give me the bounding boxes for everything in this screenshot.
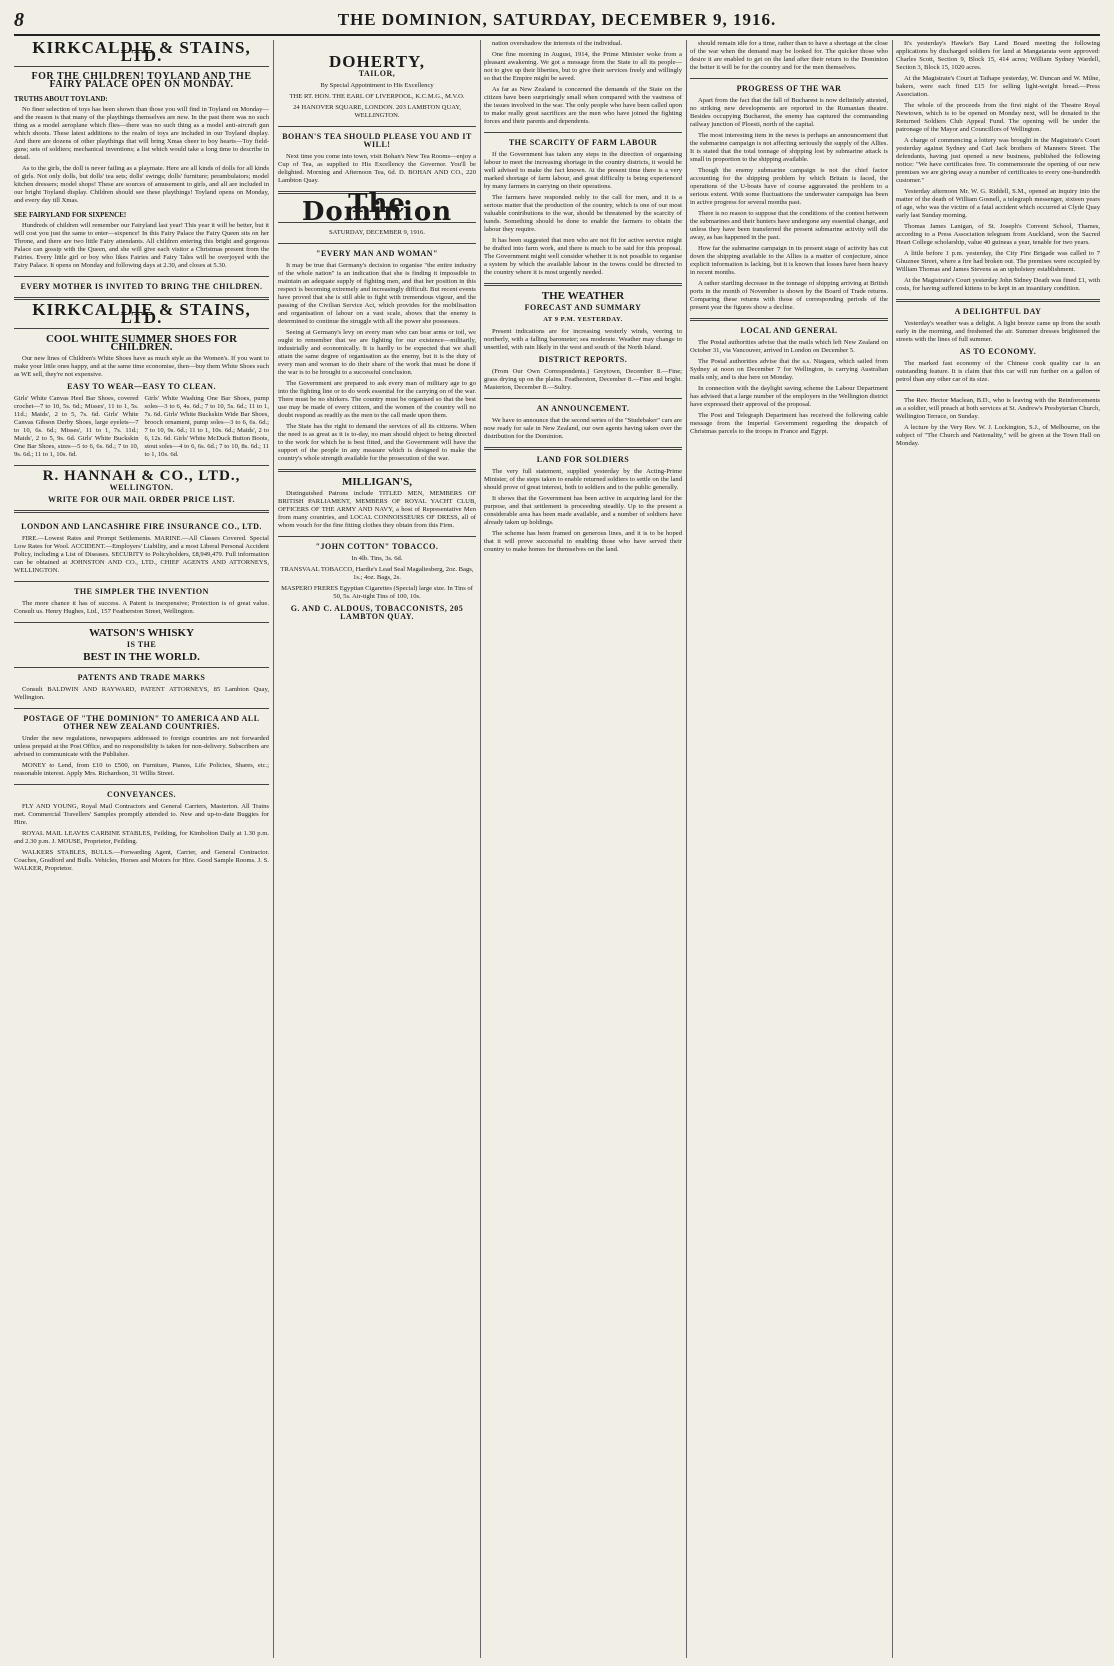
weather-heading: THE WEATHER xyxy=(541,290,625,302)
divider xyxy=(896,390,1100,391)
leader-paragraph: Seeing at Germany's levy on every man who can bear arms or toil, we ought to remember that we are fighting for our existence—militarily, industrially and economically. It is hardly to be expected that we shall attain the same degree of organisation as the enemy, but it is the duty of every man and woman to do their share of the work that must be done if the war is to be brought to a successful conclusion. xyxy=(278,329,476,376)
article-paragraph: The farmers have responded nobly to the call for men, and it is a serious matter that the production of the country, which is one of our most valuable contributions to the war, should be threatened by the scarcity of hands. Something should be done to enable the farmers to obtain the labour they require. xyxy=(484,194,682,233)
column-5 xyxy=(896,40,1100,1658)
shoes-list xyxy=(14,395,269,459)
shoes-subheading: EASY TO WEAR—EASY TO CLEAN. xyxy=(67,382,216,391)
bohan-text: Next time you come into town, visit Bohan's New Tea Rooms—enjoy a Cup of Tea, as supplied to His Excellency the Governor. You'll be delighted. Morning and Afternoon Tea, 6d. D. BOHAN AND CO., 220 Lambton Quay. xyxy=(278,153,476,184)
hannah-city: WELLINGTON. xyxy=(109,483,174,492)
divider xyxy=(278,536,476,537)
weather-subheading: FORECAST AND SUMMARY xyxy=(524,303,642,312)
divider xyxy=(14,510,269,513)
divider xyxy=(484,132,682,133)
postage-heading: POSTAGE OF "THE DOMINION" TO AMERICA AND ALL OTHER NEW ZEALAND COUNTRIES. xyxy=(23,714,260,731)
inventor-text: The more chance it has of success. A Patent is inexpensive; Protection is of great value. Consult us. Henry Hughes, Ltd., 157 Featherston Street, Wellington. xyxy=(14,600,269,615)
article-paragraph: Yesterday's weather was a delight. A light breeze came up from the south early in the morning, and freshened the air. Summer dresses brightened the streets with the lines of full summer. xyxy=(896,320,1100,343)
watsons-best: BEST IN THE WORLD. xyxy=(83,651,200,663)
article-paragraph: The Rev. Hector Maclean, B.D., who is leaving with the Reinforcements as a soldier, will preach at both services at St. Andrew's Presbyterian Church, Wellington Terrace, on Sunday. xyxy=(896,397,1100,420)
inventor-heading: THE SIMPLER THE INVENTION xyxy=(74,587,209,596)
farm-labour-heading: THE SCARCITY OF FARM LABOUR xyxy=(508,138,658,147)
article-paragraph: If the Government has taken any steps in the direction of organising labour to meet the increasing shortage in the country districts, it would be well advised to make the fact known. At the present time there is a very marked shortage of farm labour, and great difficulty is being experienced by many farmers in carrying on their operations. xyxy=(484,151,682,190)
article-paragraph: In connection with the daylight saving scheme the Labour Department has advised that a large number of the employers in the Wellington district have expressed their approval of the proposal. xyxy=(690,385,888,408)
weather-text: Present indications are for increasing westerly winds, veering to northerly, with a falling barometer; sea moderate. Weather may change to unsettled, with rain likely in the west and south of the North Island. xyxy=(484,328,682,351)
lancs-heading: LONDON AND LANCASHIRE FIRE INSURANCE CO., LTD. xyxy=(21,522,262,531)
article-paragraph: The Postal authorities advise that the mails which left New Zealand on October 31, via Vancouver, arrived in London on December 5. xyxy=(690,339,888,354)
dolls-text: As to the girls, the doll is never failing as a playmate. Here are all kinds of dolls for all kinds of girls. Not only dolls, but dolls' tea sets; dolls' swings; dolls' furniture; perambulators; model kitchen dressers; model shops! These are sources of amusement to girls, and all are included in our bright Toyland display. Children should see these playthings! Toyland opens on Monday, and every day till Xmas. xyxy=(14,165,269,204)
cotton-heading: "JOHN COTTON" TOBACCO. xyxy=(315,542,439,551)
postage-text: Under the new regulations, newspapers addressed to foreign countries are not forwarded unless prepaid at the Post Office, and no responsibility is taken for non-delivery. Subscribers are advised to communicate with the Publisher. xyxy=(14,735,269,758)
article-paragraph: nation overshadow the interests of the individual. xyxy=(492,40,623,47)
truths-text: No finer selection of toys has been shown than those you will find in Toyland on Monday—and the reason is that many of the playthings themselves are new. In the past there was no such thing as a model aeroplane which flies—there was no such thing as a model anti-aircraft gun which shoots. These latest additions to the realm of toys are included in our Toyland display. And there are dozens of other playthings that will bring Xmas cheer to boy hearts—Toy field-guns; sets of soldiers; mechanical inventions; a list which would take a long time to describe in detail. xyxy=(14,106,269,161)
page-number: 8 xyxy=(14,8,24,31)
article-paragraph: The Post and Telegraph Department has received the following cable message from the Imperial Government regarding the despatch of Christmas parcels to the troops in France and Egypt. xyxy=(690,412,888,435)
article-paragraph: At the Magistrate's Court at Taihape yesterday, W. Duncan and W. Milne, bakers, were each fined £15 for selling light-weight bread.—Press Association. xyxy=(896,75,1100,98)
royal-text: ROYAL MAIL LEAVES CARBINE STABLES, Feilding, for Kimbolton Daily at 1.30 p.m. and 2.30 p.m. J. MOUSE, Proprietor, Feilding. xyxy=(14,830,269,845)
article-paragraph: The whole of the proceeds from the first night of the Theatre Royal Newtown, which is to be opened on Monday next, will be donated to the Returned Soldiers Club Appeal Fund. The opening will be under the patronage of the Mayor and Councillors of Wellington. xyxy=(896,102,1100,133)
money-text: MONEY to Lend, from £10 to £500, on Furniture, Pianos, Life Policies, Shares, etc.; reasonable interest. Apply Mrs. Richardson, 31 Willis Street. xyxy=(14,762,269,777)
fairyland-label: SEE FAIRYLAND FOR SIXPENCE! xyxy=(14,211,127,219)
announcement-text: We have to announce that the second series of the "Studebaker" cars are now ready for sale in New Zealand, our own agents having taken over the distribution for the Dominion. xyxy=(484,417,682,440)
article-paragraph: It shows that the Government has been active in acquiring land for the purpose, and that settlement is proceeding steadily. Up to the present a considerable area has been made available, and a number of soldiers have already taken up holdings. xyxy=(484,495,682,526)
shoes-right: Girls' White Washing One Bar Shoes, pump soles—3 to 6, 4s. 6d.; 7 to 10, 5s. 6d.; 11 to 1, 7s. 6d. Girls' White Buckskin Wide Bar Shoes, brooch ornament, pump soles—3 to 6, 6s. 6d.; 7 to 10, 9s. 6d.; 11 to 1, 10s. 6d.; Maids', 2 to 6, 12s. 6d. Girls' White McDuck Button Boots, stout soles—4 to 6, 6s. 6d.; 7 to 10, 8s. 6d.; 11 to 1, 10s. 6d. xyxy=(144,395,269,458)
invite-line: EVERY MOTHER IS INVITED TO BRING THE CHILDREN. xyxy=(20,282,263,291)
masthead xyxy=(14,6,1100,36)
conveyances-heading: CONVEYANCES. xyxy=(106,790,177,799)
delightful-day-heading: A DELIGHTFUL DAY xyxy=(954,307,1042,316)
divider xyxy=(14,708,269,709)
article-paragraph: The most interesting item in the news is perhaps an announcement that the submarine campaign is not affecting seriously the supply of the Allies. It is stated that the total tonnage of shipping lost by submarine attack is small in proportion to the shipping available. xyxy=(690,132,888,163)
article-paragraph: Apart from the fact that the fall of Bucharest is now definitely attested, no striking new developments are reported in the Rumanian theatre. Besides occupying Bucharest, the enemy has captured the commanding railway junction of Ploesti, north of the capital. xyxy=(690,97,888,128)
shoes-heading: COOL WHITE SUMMER SHOES FOR CHILDREN. xyxy=(45,333,238,353)
earl-line: THE RT. HON. THE EARL OF LIVERPOOL, K.C.M.G., M.V.O. xyxy=(289,93,465,100)
column-4 xyxy=(690,40,888,1658)
dominion-flag: The Dominion xyxy=(301,189,453,227)
divider xyxy=(14,276,269,277)
col1-lower xyxy=(14,519,269,876)
weather-time: AT 9 P.M. YESTERDAY. xyxy=(543,316,623,323)
article-paragraph: At the Magistrate's Court yesterday John Sidney Death was fined £1, with costs, for having suffered kittens to be kept in an insanitary condition. xyxy=(896,277,1100,292)
bohan-heading: BOHAN'S TEA SHOULD PLEASE YOU AND IT WILL! xyxy=(282,132,472,149)
kirkcaldie-heading: KIRKCALDIE & STAINS, LTD. xyxy=(32,40,251,65)
war-progress-heading: PROGRESS OF THE WAR xyxy=(736,84,842,93)
article-paragraph: The scheme has been framed on generous lines, and it is to be hoped that it will prove successful in enabling those who have served their country to make homes for themselves on the land. xyxy=(484,530,682,553)
toyland-subheading: FOR THE CHILDREN! TOYLAND AND THE FAIRY PALACE OPEN ON MONDAY. xyxy=(31,71,252,90)
kirkcaldie-heading-2: KIRKCALDIE & STAINS, LTD. xyxy=(32,300,251,327)
column-3 xyxy=(484,40,682,1658)
fairyland-text: Hundreds of children will remember our Fairyland last year! This year it will be better, but it will cost you just the same to enter—sixpence! In this Fairy Palace the Fairy Queen sits on her Throne, and there are two little Fairy attendants. All children entering this bright and gorgeous Palace can gossip with the Queen, and she will give each visitor a Christmas present from the Fairies. Every little girl or boy who likes Fairies and Fairy Tales will be overjoyed with the Fairy Palace. It opens on Monday and following days at 2.30, and closes at 5.30. xyxy=(14,222,269,269)
divider xyxy=(14,784,269,785)
district-heading: DISTRICT REPORTS. xyxy=(538,355,628,364)
divider xyxy=(278,243,476,244)
divider xyxy=(484,398,682,399)
divider xyxy=(896,299,1100,302)
column-rule xyxy=(686,40,687,1658)
article-paragraph: The marked fast economy of the Chinese cook quality car is an outstanding feature. It is claim that this car will run further on a gallon of petrol than any other car of its size. xyxy=(896,360,1100,383)
column-rule xyxy=(892,40,893,1658)
column-2 xyxy=(278,40,476,1658)
divider xyxy=(690,318,888,321)
article-paragraph: should remain idle for a time, rather than to have a shortage at the close of the war when the demand may be looked for. The quicker those who desire it are enabled to get on the land after their return to the Dominion the better it will be for the country and for the men themselves. xyxy=(690,40,888,71)
transvaal-text: TRANSVAAL TOBACCO, Hardie's Lead Seal Magaliesberg, 2oz. Bags, 1s.; 4oz. Bags, 2s. xyxy=(280,566,474,581)
tailor-heading: TAILOR, xyxy=(358,69,396,78)
article-paragraph: Though the enemy submarine campaign is not the chief factor accounting for the shipping problem by which Britain is faced, the operations of the U-boats have of course aggravated the problem to a serious extent. With some fluctuations the underwater campaign has been in active progress for several months past. xyxy=(690,167,888,206)
divider xyxy=(484,447,682,450)
cotton-text: In 4lb. Tins, 3s. 6d. xyxy=(351,555,403,562)
article-paragraph: One fine morning in August, 1914, the Prime Minister woke from a pleasant awakening. We got a message from the State to all its people—not to give up their liberties, but to give their services freely and willingly so that the Empire might be saved. xyxy=(484,51,682,82)
leader-paragraph: The State has the right to demand the services of all its citizens. When the need is as great as it is to-day, no man should object to being directed to the work for which he is best fitted, and the Government will have the support of the people in any measure which is designed to make the country's whole strength available for the prosecution of the war. xyxy=(278,423,476,462)
leader-paragraph: The Government are prepared to ask every man of military age to go into the fighting line or to do work essential for the carrying on of the war. There must be no shirkers. The country must be organised so that the best use may be made of every citizen, and the women of the country will no doubt respond as readily as the men to the call made upon them. xyxy=(278,380,476,419)
hannah-order: WRITE FOR OUR MAIL ORDER PRICE LIST. xyxy=(48,495,235,504)
column-rule xyxy=(480,40,481,1658)
divider xyxy=(14,465,269,466)
article-paragraph: A little before 1 p.m. yesterday, the City Fire Brigade was called to 7 Ghuznee Street, where a fire had broken out. The premises were occupied by William Thomas and James Stevens as an upholstery establishment. xyxy=(896,250,1100,273)
land-soldiers-heading: LAND FOR SOLDIERS xyxy=(536,455,630,464)
doherty-heading: DOHERTY, xyxy=(328,52,426,71)
walkers-text: WALKERS STABLES, BULLS.—Forwarding Agent, Carrier, and General Contractor. Coaches, Gradford and Bulls. Vehicles, Horses and Motors for Hire. Good Sample Rooms. J. S. WALKER, Proprietor. xyxy=(14,849,269,872)
article-paragraph: The Postal authorities advise that the s.s. Niagara, which sailed from Sydney at noon on December 7 for Wellington, is carrying Australian mails only, and is due here on Monday. xyxy=(690,358,888,381)
column-rule xyxy=(273,40,274,1658)
newspaper-title: THE DOMINION, SATURDAY, DECEMBER 9, 1916. xyxy=(337,10,777,29)
milligan-heading: MILLIGAN'S, xyxy=(342,476,412,488)
article-paragraph: A lecture by the Very Rev. W. J. Lockington, S.J., of Melbourne, on the subject of "The Church and Nationality," will be given at the Town Hall on Monday. xyxy=(896,424,1100,447)
divider xyxy=(484,283,682,286)
flag-date: SATURDAY, DECEMBER 9, 1916. xyxy=(329,229,425,236)
shoes-left: Girls' White Canvas Heel Bar Shoes, covered crochet—7 to 10, 5s. 6d.; Misses', 11 to 1, 5s. 11d.; Maids', 2 to 5, 7s. 6d. Girls' White Canvas Gibson Derby Shoes, large eyelets—7 to 10, 6s. 6d.; Misses', 11 to 1, 7s. 11d.; Maids', 2 to 5, 9s. 6d. Girls' White Buckskin One Bar Shoes, sizes—5 to 6, 6s. 6d.; 7 to 10, 9s. 6d.; 11 to 1, 10s. 6d. xyxy=(14,395,139,458)
watsons-heading: WATSON'S WHISKY xyxy=(88,627,195,639)
fly-text: FLY AND YOUNG, Royal Mail Contractors and General Carriers, Masterton. All Trains met. Commercial Travellers' Samples promptly attended to. New and up-to-date Buggies for Hire. xyxy=(14,803,269,826)
patents-text: Consult BALDWIN AND RAYWARD, PATENT ATTORNEYS, 85 Lambton Quay, Wellington. xyxy=(14,686,269,701)
local-general-heading: LOCAL AND GENERAL xyxy=(740,326,838,335)
article-paragraph: There is no reason to suppose that the conditions of the contest between the submarines and their hunters have undergone any essential change, and unless they have been transferred the present submarine activity will die away, as has happened in the past. xyxy=(690,210,888,241)
aldous-text: G. AND C. ALDOUS, TOBACCONISTS, 205 LAMBTON QUAY. xyxy=(290,604,464,621)
district-text: (From Our Own Correspondents.) Greytown, December 8.—Fine; grass drying up on the plains. Featherston, December 8.—Fine and bright. Masterton, December 8.—Sultry. xyxy=(484,368,682,391)
article-paragraph: Yesterday afternoon Mr. W. G. Riddell, S.M., opened an inquiry into the matter of the death of William Gosnell, a telegraph messenger, sixteen years of age, who was the victim of a fatal accident which occurred at Clyde Quay early last Sunday morning. xyxy=(896,188,1100,219)
divider xyxy=(278,469,476,472)
economy-heading: AS TO ECONOMY. xyxy=(959,347,1037,356)
appointment-line: By Special Appointment to His Excellency xyxy=(320,82,434,89)
article-paragraph: A rather startling decrease in the tonnage of shipping arriving at British ports in the month of November is shown by the Board of Trade returns. Comparing these returns with those of corresponding periods of the present year the figures show a decline. xyxy=(690,280,888,311)
divider xyxy=(690,78,888,79)
hannah-heading: R. HANNAH & CO., LTD., xyxy=(42,468,241,484)
col1-lower-left xyxy=(14,519,269,876)
milligan-text: Distinguished Patrons include TITLED MEN, MEMBERS OF BRITISH PARLIAMENT, MEMBERS OF ROYAL YACHT CLUB, OFFICERS OF THE ARMY AND NAVY, a host of Representative Men from many countries, and LOCAL CONNOISSEURS OF DRESS, all of whom vouch for the fine fitting clothes they obtain from this Firm. xyxy=(278,490,476,529)
divider xyxy=(14,66,269,67)
maspero-text: MASPERO FRERES Egyptian Cigarettes (Special) large size. In Tins of 50, 5s. Air-tight Tins of 100, 10s. xyxy=(281,585,473,600)
divider xyxy=(14,328,269,329)
doherty-address: 24 HANOVER SQUARE, LONDON. 203 LAMBTON QUAY, WELLINGTON. xyxy=(293,104,461,119)
column-1 xyxy=(14,40,269,1658)
article-paragraph: How far the submarine campaign in its present stage of activity has cut down the shipping available to the Allies is a matter of conjecture, since explicit information is lacking, but it is known that losses have been heavy in recent months. xyxy=(690,245,888,276)
article-paragraph: Thomas James Lanigan, of St. Joseph's Convent School, Thames, according to a Press Association telegram from Auckland, won the Sacred Heart College scholarship, value 40 guineas a year, tenable for two years. xyxy=(896,223,1100,246)
announcement-heading: AN ANNOUNCEMENT. xyxy=(536,404,630,413)
divider xyxy=(14,667,269,668)
leader-heading: "EVERY MAN AND WOMAN" xyxy=(316,249,438,258)
leader-paragraph: It may be true that Germany's decision to organise "the entire industry of the whole nation" is an indication that she is finding it impossible to maintain an adequate supply of fighting men, and that her position in this respect is becoming extremely and increasingly difficult. But recent events have proved that she is still able to fight with tremendous vigour, and the passing of the Civilian Service Act, which provides for the mobilisation and organisation of labour on a vast scale, shows that the enemy is determined to continue the struggle with all the power she possesses. xyxy=(278,262,476,325)
shoes-intro: Our new lines of Children's White Shoes have as much style as the Women's. If you want to make your little ones happy, and at the same time economise, then—buy them White Shoes such as WE sell, they're not expensive. xyxy=(14,355,269,378)
article-paragraph: As far as New Zealand is concerned the demands of the State on the citizen have been surprisingly small when compared with the vastness of the issues involved in the war. The only people who have been called upon to make really great sacrifices are the men who have joined the fighting forces and their parents and dependents. xyxy=(484,86,682,125)
divider xyxy=(278,126,476,127)
watsons-is: IS THE xyxy=(126,640,157,649)
divider xyxy=(14,622,269,623)
article-paragraph: It has been suggested that men who are not fit for active service might be drafted into farm work, and there is much to be said for this proposal. The Government might well consider whether it is not possible to organise a system by which the available labour in the towns could be directed to the country where it is most urgently needed. xyxy=(484,237,682,276)
article-paragraph: It's yesterday's Hawke's Bay Land Board meeting the following applications by discharged soldiers for land at Mangatarata were approved: Charles Scott, Section 9, Block 15, 414 acres; William Sydney Wardell, Section 3, Block 15, 1020 acres. xyxy=(896,40,1100,71)
article-paragraph: A charge of commencing a lottery was brought in the Magistrate's Court yesterday against Sydney and Carl Jack brothers of Manners Street. The defendants, having just opened a new business, published the following notice: "We have certificates free. To commemorate the opening of our new premises we are giving away a number of certificates to every one-hundredth customer." xyxy=(896,137,1100,184)
divider xyxy=(14,581,269,582)
article-paragraph: The very full statement, supplied yesterday by the Acting-Prime Minister, of the steps taken to enable returned soldiers to settle on the land should prove of great interest, both to soldiers and to the public generally. xyxy=(484,468,682,491)
patents-heading: PATENTS AND TRADE MARKS xyxy=(77,673,206,682)
truths-label: TRUTHS ABOUT TOYLAND: xyxy=(14,95,108,103)
lancs-text: FIRE.—Lowest Rates and Prompt Settlements. MARINE.—All Classes Covered. Special Low Rates for Wool. ACCIDENT.—Employers' Liability, and a most Liberal Personal Accident Policy, including a List of Diseases. SECURITY to Policyholders, £8,949,479. Full information can be obtained at JOHNSTON AND CO., LTD., CHIEF AGENTS AND ATTORNEYS, WELLINGTON. xyxy=(14,535,269,574)
